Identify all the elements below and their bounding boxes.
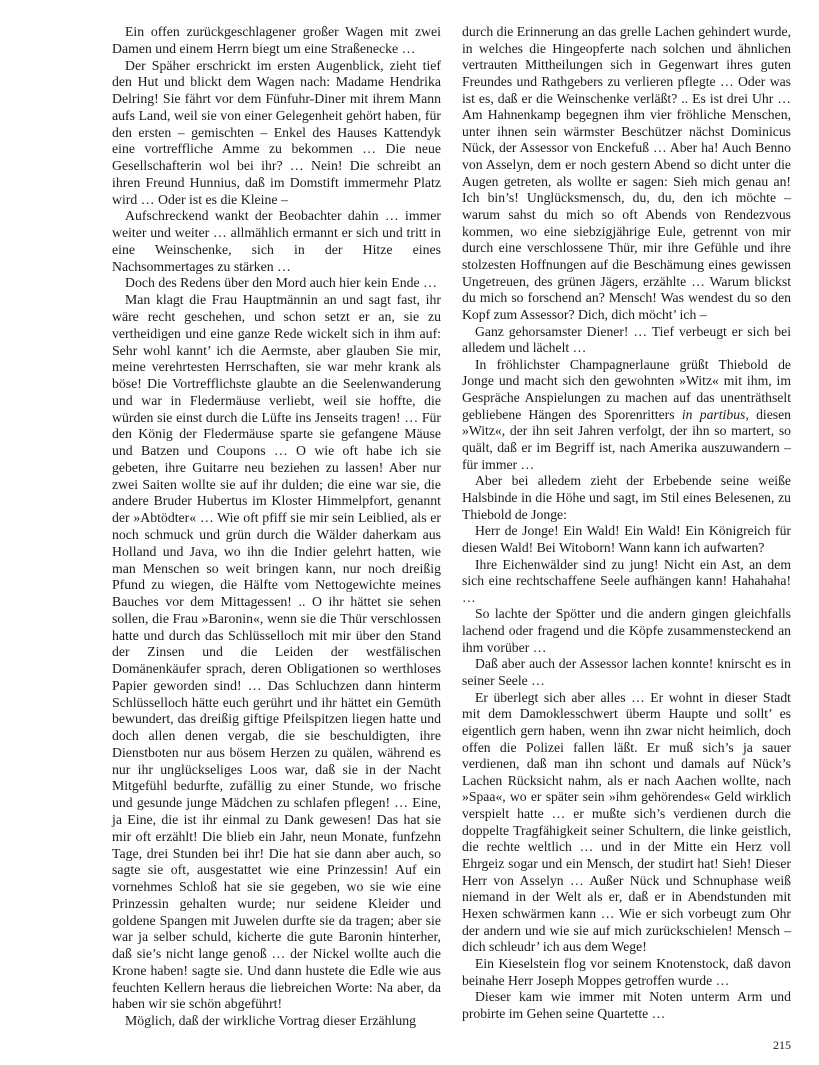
paragraph: Dieser kam wie immer mit Noten unterm Arm und probirte im Gehen seine Quartette … — [462, 989, 791, 1021]
paragraph: Man klagt die Frau Hauptmännin an und sagt fast, ihr wäre recht geschehen, und schon setzt er an, sie zu vertheidigen und eine ganze Rede wickelt sich in ihm auf: Sehr wohl kannt’ ich die Aermste, aber glauben Sie mir, meine verehrtesten Herrschaften, sie war mehr krank als böse! Die Vortrefflichste glaubte an die Seelenwanderung und war in Fledermäuse verliebt, weil sie hoffte, die würden sie einst durch die Lüfte ins Jenseits tragen! … Für den König der Fledermäuse sparte sie gefangene Mäuse und Batzen und Coupons … O wie oft habe ich sie gebeten, ihre Guitarre neu beziehen zu lassen! Aber nur zwei Saiten wollte sie auf ihr dulden; die eine war sie, die andere Bruder Hubertus im Kloster Himmelpfort, genannt der »Abtödter« … Wie oft pfiff sie mir sein Leiblied, als er noch schmuck und grün durch die Wälder daherkam aus Holland und Java, wo ihn die Indier gelehrt hatten, wie man Menschen so weit bringen kann, nur noch dreißig Pfund zu wiegen, die Hälfte vom Nettogewichte meines Bauches vor dem Mittagessen! .. O ihr hättet sie sehen sollen, die Frau »Baronin«, wenn sie die Thür verschlossen hatte und durch das Schlüsselloch mit mir über den Stand der Zinsen und die Leiden der westfälischen Domänenkäufer sprach, deren Obligationen so werthloses Papier geworden sind! … Das Schluchzen dann hinterm Schlüsselloch hätte euch gerührt und ihr hättet ein Gemüth bewundert, das dreißig giftige Pfeilspitzen liegen hatte und doch allen denen vergab, die sie beschuldigten, ihre Dienstboten nur aus bösem Herzen zu quälen, während es nur ihr unglückseliges Loos war, daß sie in der Nacht Mitgefühl bedurfte, zufällig zu einer Stunde, wo frische und gesunde junge Mädchen zu schlafen pflegen! … Eine, ja Eine, die ist ihr einmal zu Dank gewesen! Das hat sie mir oft erzählt! Die blieb ein Jahr, neun Monate, funfzehn Tage, drei Stunden bei ihr! Die hat sie dann aber auch, so sagte sie oft, ausgestattet wie eine Prinzessin! Auf ein vornehmes Schloß hat sie sie gegeben, wo sie wie eine Prinzessin gehalten wurde; nur seidene Kleider und goldene Spangen mit Juwelen durfte sie da tragen; aber sie war ja selber schuld, kicherte die gute Baronin hinterher, daß sie’s nicht lange genoß … der Nickel wollte auch die Krone haben! sagte sie. Und dann hustete die Edle wie aus feuchten Kellern heraus die liebreichen Worte: Na aber, da haben wir sie schön abgeführt! — [112, 292, 441, 1012]
paragraph-continued: durch die Erinnerung an das grelle Lachen gehindert wurde, in welches die Hingeopferte nach solchen und ähnlichen vertrauten Mittheilungen sich in Gegenwart ihres guten Freundes und Rathgebers zu verlieren pflegte … Oder was ist es, daß er die Weinschenke verläßt? .. Es ist drei Uhr … Am Hahnenkamp begegnen ihm vier fröhliche Menschen, unter ihnen sein wärmster Beschützer nächst Dominicus Nück, der Assessor von Enckefuß … Aber ha! Auch Benno von Asselyn, dem er noch gestern Abend so dicht unter die Augen getreten, als wollte er sagen: Sieh mich genau an! Ich bin’s! Unglücksmensch, du, du, den ich möchte – warum sahst du mich so oft Abends von Rendezvous kommen, wo eine siebzigjährige Eule, getrennt von mir durch eine verschlossene Thür, mir ihre Gefühle und ihre stolzesten Hoffnungen auf die Beschämung eines gewissen Ungetreuen, des grünen Jägers, erzählte … Warum blickst du mich so forschend an? Mensch! Was wendest du so den Kopf zum Assessor? Dich, dich möcht’ ich – — [462, 24, 791, 322]
paragraph: So lachte der Spötter und die andern gingen gleichfalls lachend oder fragend und die Köpfe zusammensteckend an ihm vorüber … — [462, 606, 791, 655]
right-column — [462, 24, 791, 1022]
paragraph — [462, 357, 791, 473]
paragraph: Herr de Jonge! Ein Wald! Ein Wald! Ein Königreich für diesen Wald! Bei Witoborn! Wann kann ich aufwarten? — [462, 523, 791, 555]
paragraph: Aber bei alledem zieht der Erbebende seine weiße Halsbinde in die Höhe und sagt, im Stil eines Belesenen, zu Thiebold de Jonge: — [462, 473, 791, 522]
paragraph: Der Späher erschrickt im ersten Augenblick, zieht tief den Hut und blickt dem Wagen nach: Madame Hendrika Delring! Sie fährt vor dem Fünfuhr-Diner mit ihrem Mann aufs Land, weil sie von einer Gelegenheit gehört haben, für den ersten – gemischten – Enkel des Hauses Kattendyk eine vortreffliche Amme zu bekommen … Die neue Gesellschafterin wol bei ihr? … Nein! Die schreibt an ihren Freund Hunnius, daß im Domstift immermehr Platz wird … Oder ist es die Kleine – — [112, 57, 441, 207]
paragraph: Doch des Redens über den Mord auch hier kein Ende … — [125, 275, 437, 291]
paragraph: Möglich, daß der wirkliche Vortrag dieser Erzählung — [125, 1013, 417, 1029]
paragraph: Ganz gehorsamster Diener! … Tief verbeugt er sich bei alledem und lächelt … — [462, 323, 791, 356]
paragraph: Er überlegt sich aber alles … Er wohnt in dieser Stadt mit dem Damoklesschwert überm Haupte und sollt’ es eigentlich gern haben, wenn ihn zwar nicht heimlich, doch offen die Polizei fallen läßt. Er muß sich’s ja sauer verdienen, daß man ihn schont und damals auf Nück’s Lachen Rücksicht nahm, als er nach Aachen wollte, nach »Spaa«, wo er später sein »ihm gehörendes« Geld wirklich verspielt hatte … er mußte sich’s verdienen durch die doppelte Tragfähigkeit seiner Schultern, die linke geistlich, die rechte weltlich … und in der Mitte ein Herz voll Ehrgeiz sogar und ein Mensch, der studirt hat! Sieh! Dieser Herr von Asselyn … Außer Nück und Schnuphase weiß niemand in der Welt als er, daß er in Abendstunden mit Hexen schwärmen kann … Wie er sich vorbeugt zum Ohr der andern und wie sie auf mich zurückschielen! Mensch – dich schleudr’ ich aus dem Wege! — [462, 689, 791, 955]
text-run: diesen »Witz«, der ihn seit Jahren verfolgt, der ihn so martert, so quält, daß er im Begriff ist, nach Amerika auszuwandern – für immer … — [462, 406, 792, 472]
paragraph: Ein offen zurückgeschlagener großer Wagen mit zwei Damen und einem Herrn biegt um eine Straßenecke … — [112, 24, 441, 56]
text-run: In fröhlichster Champagnerlaune grüßt Thiebold de Jonge und macht sich den gewohnten »Witz« mit ihm, im Gespräche Anspielungen zu machen auf das unenträthselt gebliebene Hängen des Sporenritters — [462, 356, 791, 422]
page-number: 215 — [773, 1038, 791, 1052]
paragraph: Aufschreckend wankt der Beobachter dahin … immer weiter und weiter … allmählich ermannt er sich und tritt in eine Weinschenke, sich in der Hitze eines Nachsommertages zu stärken … — [112, 208, 441, 274]
left-column — [112, 24, 441, 1030]
italic-phrase: in partibus, — [681, 406, 749, 422]
paragraph: Ein Kieselstein flog vor seinem Knotenstock, daß davon beinahe Herr Joseph Moppes getroffen wurde … — [462, 955, 791, 988]
paragraph: Ihre Eichenwälder sind zu jung! Nicht ein Ast, an dem sich eine rechtschaffene Seele aufhängen kann! Hahahaha! … — [462, 556, 791, 605]
paragraph: Daß aber auch der Assessor lachen konnte! knirscht es in seiner Seele … — [462, 656, 791, 688]
